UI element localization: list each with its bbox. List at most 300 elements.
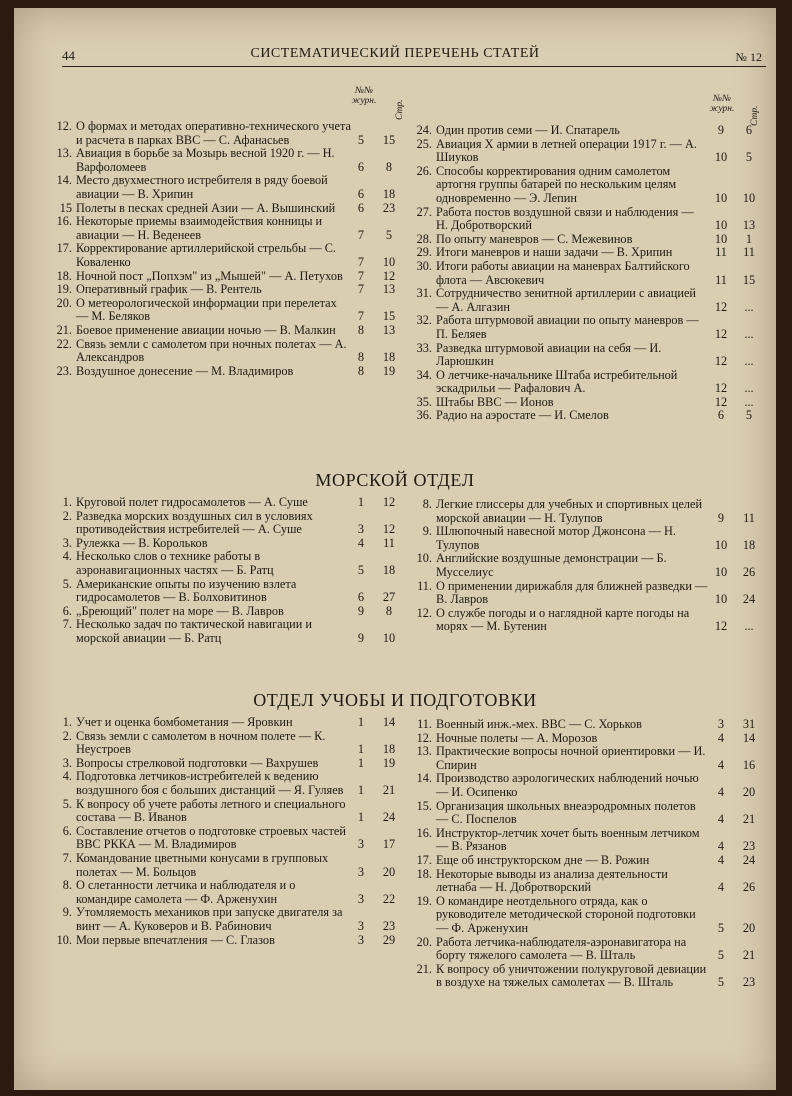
journal-issue-number: 4 <box>717 839 725 854</box>
article-number: 13. <box>56 146 72 161</box>
journal-issue-number: 6 <box>357 590 365 605</box>
article-number: 6. <box>62 823 72 838</box>
article-entry <box>50 934 402 948</box>
article-title: О командире неотдельного отряда, как о руководителе методической стороной подготовки — Ф. Арженухин <box>436 893 696 935</box>
journal-issue-number: 1 <box>357 810 365 825</box>
article-title: О летчике-начальнике Штаба истребительной эскадрильи — Рафалович А. <box>436 367 678 396</box>
page-ref: 10 <box>742 190 756 205</box>
article-entry <box>50 270 402 284</box>
article-number: 26. <box>416 163 432 178</box>
page-ref: 12 <box>382 495 396 509</box>
article-number: 8. <box>422 497 432 511</box>
page-ref: 29 <box>382 932 396 947</box>
section-title-naval: МОРСКОЙ ОТДЕЛ <box>315 470 475 490</box>
page-ref: 23 <box>382 918 396 933</box>
article-number: 10. <box>416 551 432 566</box>
article-title: Радио на аэростате — И. Смелов <box>436 408 609 423</box>
article-entry <box>410 206 762 233</box>
article-entry <box>410 138 762 165</box>
page-ref: ... <box>744 619 754 634</box>
page-ref: 1 <box>745 231 753 246</box>
article-number: 19. <box>56 282 72 297</box>
journal-issue-number: 10 <box>714 150 728 165</box>
journal-issue-number: 4 <box>717 730 725 745</box>
page-ref: 26 <box>742 564 756 579</box>
journal-issue-number: 7 <box>357 309 365 324</box>
page-ref: 23 <box>742 975 756 990</box>
article-title: Работа штурмовой авиации по опыту маневров — П. Беляев <box>436 313 699 341</box>
journal-issue-number: 5 <box>717 948 725 963</box>
journal-issue-number: 12 <box>714 394 728 409</box>
article-number: 14. <box>416 771 432 786</box>
journal-issue-number: 10 <box>714 564 728 579</box>
section-title-training: ОТДЕЛ УЧОБЫ И ПОДГОТОВКИ <box>253 690 537 710</box>
article-entry <box>410 287 762 314</box>
article-title: Боевое применение авиации ночью — В. Малкин <box>76 322 336 337</box>
article-number: 18. <box>416 866 432 881</box>
journal-page <box>14 8 776 1090</box>
article-entry <box>50 825 402 852</box>
article-number: 27. <box>416 204 432 219</box>
journal-issue-number: 7 <box>357 268 365 283</box>
article-number: 17. <box>416 852 432 867</box>
page-ref: ... <box>744 381 754 396</box>
page-ref: 12 <box>382 522 396 537</box>
page-ref: 26 <box>742 880 756 895</box>
section2-right-list <box>410 498 762 634</box>
page-ref: 14 <box>742 730 756 745</box>
article-number: 12. <box>56 119 72 133</box>
page-ref: 5 <box>745 408 753 423</box>
article-title: Работа постов воздушной связи и наблюдения — Н. Добротворский <box>436 204 694 233</box>
journal-issue-number: 3 <box>717 717 725 731</box>
article-title: Подготовка летчиков-истребителей к ведению воздушного боя с больших дистанций — Я. Гуляев <box>76 769 344 797</box>
page-ref: 11 <box>383 535 395 550</box>
journal-issue-number: 6 <box>357 200 365 215</box>
article-entry <box>50 242 402 269</box>
page-ref: 24 <box>382 810 396 825</box>
page-ref: 15 <box>382 132 396 147</box>
article-title: Связь земли с самолетом в ночном полете — К. Неустроев <box>76 728 326 757</box>
journal-issue-number: 3 <box>357 864 365 879</box>
page-ref: 23 <box>742 839 756 854</box>
article-entry <box>410 580 762 607</box>
article-entry <box>410 498 762 525</box>
page-ref: 21 <box>742 812 756 827</box>
journal-issue-number: 1 <box>357 495 365 509</box>
journal-issue-number: 3 <box>357 522 365 537</box>
article-number: 32. <box>416 313 432 328</box>
page-ref: 20 <box>382 864 396 879</box>
article-title: Круговой полет гидросамолетов — А. Суше <box>76 495 308 509</box>
page-column-header-right: Стр. <box>750 105 760 126</box>
article-entry <box>410 827 762 854</box>
article-number: 9. <box>62 905 72 920</box>
article-title: Полеты в песках средней Азии — А. Вышинский <box>76 200 336 215</box>
page-ref: 8 <box>385 603 393 618</box>
page-ref: 18 <box>382 742 396 757</box>
page-ref: 18 <box>382 186 396 201</box>
journal-issue-number: 5 <box>717 920 725 935</box>
article-number: 23. <box>56 363 72 378</box>
journal-issue-number: 9 <box>717 510 725 525</box>
article-title: Авиация X армии в летней операции 1917 г. — А. Шиуков <box>436 136 697 165</box>
page-ref: 14 <box>382 715 396 729</box>
journal-issue-number: 12 <box>714 326 728 341</box>
page-ref: 13 <box>382 322 396 337</box>
article-number: 25. <box>416 136 432 151</box>
article-entry <box>50 770 402 797</box>
article-number: 36. <box>416 408 432 423</box>
article-entry <box>410 233 762 247</box>
article-title: К вопросу об учете работы летного и специального состава — В. Иванов <box>76 796 346 825</box>
article-title: О слетанности летчика и наблюдателя и о командире самолета — Ф. Арженухин <box>76 878 296 906</box>
article-title: Ночные полеты — А. Морозов <box>436 730 598 745</box>
journal-issue-number: 6 <box>357 159 365 174</box>
article-title: Связь земли с самолетом при ночных полетах — А. Александров <box>76 336 347 365</box>
article-number: 19. <box>416 893 432 908</box>
page-ref: 11 <box>743 245 755 260</box>
page-ref: 18 <box>382 562 396 577</box>
article-number: 28. <box>416 231 432 246</box>
page-ref: 5 <box>385 227 393 242</box>
page-ref: 8 <box>385 159 393 174</box>
article-entry <box>410 963 762 990</box>
page-ref: 19 <box>382 363 396 378</box>
article-title: Авиация в борьбе за Мозырь весной 1920 г. — Н. Варфоломеев <box>76 146 335 174</box>
article-entry <box>50 716 402 730</box>
journal-issue-number: 4 <box>717 784 725 799</box>
journal-issue-number: 7 <box>357 282 365 297</box>
article-number: 13. <box>416 744 432 759</box>
article-entry <box>50 798 402 825</box>
section3-right-list <box>410 718 762 990</box>
journal-issue-number: 12 <box>714 619 728 634</box>
article-title: Легкие глиссеры для учебных и спортивных целей морской авиации — Н. Тулупов <box>436 497 703 525</box>
journal-issue-number: 11 <box>715 272 727 287</box>
article-number: 30. <box>416 258 432 273</box>
section1-right-list <box>410 124 762 423</box>
journal-issue-number: 4 <box>717 852 725 867</box>
journal-issue-number: 1 <box>357 742 365 757</box>
page-ref: 18 <box>742 537 756 552</box>
journal-issue-number: 1 <box>357 782 365 797</box>
article-number: 9. <box>422 524 432 539</box>
article-entry <box>50 510 402 537</box>
article-entry <box>410 745 762 772</box>
page-ref: 18 <box>382 350 396 365</box>
article-number: 24. <box>416 123 432 137</box>
article-number: 15 <box>59 200 72 215</box>
article-number: 15. <box>416 798 432 813</box>
journal-issue-number: 3 <box>357 932 365 947</box>
article-title: Организация школьных внеаэродромных полетов — С. Поспелов <box>436 798 696 827</box>
section1-left-list <box>50 120 402 378</box>
journal-issue-number: 12 <box>714 354 728 369</box>
article-number: 31. <box>416 286 432 301</box>
article-entry <box>410 165 762 206</box>
article-entry <box>50 879 402 906</box>
article-entry <box>50 605 402 619</box>
article-title: О службе погоды и о наглядной карте погоды на морях — М. Бутенин <box>436 605 690 634</box>
article-title: Способы корректирования одним самолетом артогня группы батарей по нескольким целям одновременно — Э. Лепин <box>436 163 677 205</box>
article-entry <box>410 396 762 410</box>
article-entry <box>410 525 762 552</box>
journal-column-header: №№ журн. <box>351 86 377 106</box>
article-entry <box>410 260 762 287</box>
page-ref: 12 <box>382 268 396 283</box>
journal-issue-number: 10 <box>714 218 728 233</box>
journal-issue-number: 6 <box>717 408 725 423</box>
page-ref: 22 <box>382 891 396 906</box>
article-title: Шлюпочный навесной мотор Джонсона — Н. Тулупов <box>436 524 676 552</box>
article-title: Мои первые впечатления — С. Глазов <box>76 932 275 947</box>
article-number: 3. <box>62 755 72 770</box>
article-title: Утомляемость механиков при запуске двигателя за винт — А. Куковеров и В. Рабинович <box>76 905 343 933</box>
article-entry <box>50 365 402 379</box>
article-number: 18. <box>56 268 72 283</box>
article-title: Сотрудничество зенитной артиллерии с авиацией — А. Алгазин <box>436 286 696 314</box>
journal-issue-number: 11 <box>715 245 727 260</box>
article-entry <box>50 147 402 174</box>
article-number: 1. <box>62 715 72 729</box>
article-number: 16. <box>56 214 72 229</box>
journal-issue-number: 9 <box>357 603 365 618</box>
journal-issue-number: 1 <box>357 755 365 770</box>
article-title: О применении дирижабля для ближней разведки — В. Лавров <box>436 578 708 607</box>
article-title: Военный инж.-мех. ВВС — С. Хорьков <box>436 717 642 731</box>
journal-issue-number: 4 <box>717 812 725 827</box>
page-ref: 16 <box>742 757 756 772</box>
journal-issue-number: 6 <box>357 186 365 201</box>
page-title: СИСТЕМАТИЧЕСКИЙ ПЕРЕЧЕНЬ СТАТЕЙ <box>250 46 540 61</box>
article-title: К вопросу об уничтожении полукруговой девиации в воздухе на тяжелых самолетах — В. Шталь <box>436 961 707 990</box>
article-entry <box>410 369 762 396</box>
page-ref: ... <box>744 299 754 314</box>
journal-issue-number: 3 <box>357 837 365 852</box>
journal-issue-number: 4 <box>717 880 725 895</box>
article-title: Командование цветными конусами в групповых полетах — М. Больцов <box>76 850 329 879</box>
article-entry <box>50 338 402 365</box>
article-number: 1. <box>62 495 72 509</box>
article-entry <box>410 868 762 895</box>
page-ref: ... <box>744 394 754 409</box>
article-title: Оперативный график — В. Рентель <box>76 282 262 297</box>
journal-issue-number: 7 <box>357 227 365 242</box>
article-title: Несколько задач по тактической навигации и морской авиации — Б. Ратц <box>76 617 312 645</box>
journal-issue-number: 10 <box>714 592 728 607</box>
article-entry <box>50 852 402 879</box>
journal-issue-number: 7 <box>357 254 365 269</box>
article-title: Воздушное донесение — М. Владимиров <box>76 363 294 378</box>
article-title: Учет и оценка бомбометания — Яровкин <box>76 715 293 729</box>
article-title: По опыту маневров — С. Межевинов <box>436 231 633 246</box>
article-number: 2. <box>62 728 72 743</box>
article-entry <box>50 757 402 771</box>
page-ref: 19 <box>382 755 396 770</box>
article-number: 10. <box>56 932 72 947</box>
journal-issue-number: 5 <box>357 562 365 577</box>
page-ref: 24 <box>742 592 756 607</box>
article-number: 4. <box>62 549 72 564</box>
article-number: 21. <box>56 322 72 337</box>
article-number: 21. <box>416 961 432 976</box>
article-title: „Бреющий" полет на море — В. Лавров <box>76 603 284 618</box>
article-entry <box>410 607 762 634</box>
article-number: 14. <box>56 173 72 188</box>
article-title: Ночной пост „Попхэм" из „Мышей" — А. Петухов <box>76 268 343 283</box>
journal-issue-number: 1 <box>357 715 365 729</box>
article-title: Английские воздушные демонстрации — Б. Мусселиус <box>436 551 667 579</box>
article-number: 3. <box>62 535 72 550</box>
journal-issue-number: 3 <box>357 891 365 906</box>
page-ref: 21 <box>382 782 396 797</box>
journal-issue-number: 12 <box>714 381 728 396</box>
journal-issue-number: 9 <box>357 630 365 645</box>
journal-issue-number: 9 <box>717 123 725 137</box>
page-number: 44 <box>62 48 75 63</box>
article-number: 16. <box>416 825 432 840</box>
journal-issue-number: 10 <box>714 231 728 246</box>
article-title: Вопросы стрелковой подготовки — Вахрушев <box>76 755 319 770</box>
journal-column-header-right: №№ журн. <box>709 94 735 114</box>
journal-issue-number: 8 <box>357 350 365 365</box>
article-number: 5. <box>62 576 72 591</box>
article-number: 11. <box>417 578 432 593</box>
article-entry <box>50 174 402 201</box>
article-title: Итоги работы авиации на маневрах Балтийского флота — Авсюкевич <box>436 258 690 287</box>
page-ref: 20 <box>742 784 756 799</box>
article-title: Еще об инструкторском дне — В. Рожин <box>436 852 650 867</box>
page-ref: 23 <box>382 200 396 215</box>
article-entry <box>50 283 402 297</box>
page-ref: 10 <box>382 630 396 645</box>
article-number: 11. <box>417 717 432 731</box>
page-ref: 17 <box>382 837 396 852</box>
article-number: 35. <box>416 394 432 409</box>
article-entry <box>50 537 402 551</box>
article-number: 2. <box>62 508 72 523</box>
article-entry <box>50 120 402 147</box>
page-ref: 13 <box>742 218 756 233</box>
article-title: Рулежка — В. Корольков <box>76 535 208 550</box>
journal-issue-number: 5 <box>717 975 725 990</box>
article-entry <box>410 246 762 260</box>
article-entry <box>410 718 762 732</box>
article-entry <box>410 552 762 579</box>
article-entry <box>50 578 402 605</box>
article-title: О формах и методах оперативно-технического учета и расчета в парках ВВС — С. Афанасьев <box>76 119 351 147</box>
article-entry <box>50 297 402 324</box>
journal-issue-number: 8 <box>357 322 365 337</box>
page-ref: 6 <box>745 123 753 137</box>
page-ref: 24 <box>742 852 756 867</box>
article-entry <box>410 800 762 827</box>
page-ref: ... <box>744 326 754 341</box>
article-number: 33. <box>416 340 432 355</box>
article-number: 4. <box>62 769 72 784</box>
article-number: 17. <box>56 241 72 256</box>
article-entry <box>410 124 762 138</box>
article-title: Некоторые выводы из анализа деятельности летнаба — Н. Добротворский <box>436 866 668 895</box>
article-number: 7. <box>62 617 72 632</box>
article-title: Несколько слов о технике работы в аэронавигационных частях — Б. Ратц <box>76 549 274 577</box>
article-title: Штабы ВВС — Ионов <box>436 394 554 409</box>
article-entry <box>50 618 402 645</box>
article-title: Инструктор-летчик хочет быть военным летчиком — В. Рязанов <box>436 825 700 854</box>
article-entry <box>410 895 762 936</box>
page-ref: 11 <box>743 510 755 525</box>
journal-issue-number: 3 <box>357 918 365 933</box>
article-number: 7. <box>62 850 72 865</box>
article-number: 8. <box>62 878 72 893</box>
journal-issue-number: 5 <box>357 132 365 147</box>
article-entry <box>50 906 402 933</box>
article-number: 22. <box>56 336 72 351</box>
page-ref: 21 <box>742 948 756 963</box>
header-rule <box>62 66 766 67</box>
article-title: О метеорологической информации при перелетах — М. Беляков <box>76 295 337 324</box>
article-title: Американские опыты по изучению взлета гидросамолетов — В. Болховитинов <box>76 576 297 605</box>
article-title: Разведка штурмовой авиации на себя — И. Ларюшкин <box>436 340 662 369</box>
article-title: Разведка морских воздушных сил в условиях противодействия истребителей — А. Суше <box>76 508 313 537</box>
section3-left-list <box>50 716 402 947</box>
article-number: 5. <box>62 796 72 811</box>
article-title: Работа летчика-наблюдателя-аэронавигатора на борту тяжелого самолета — В. Шталь <box>436 934 687 963</box>
article-title: Один против семи — И. Спатарель <box>436 123 620 137</box>
article-number: 34. <box>416 367 432 382</box>
article-title: Корректирование артиллерийской стрельбы — С. Коваленко <box>76 241 336 269</box>
journal-issue-number: 4 <box>357 535 365 550</box>
page-ref: 31 <box>742 717 756 731</box>
article-title: Практические вопросы ночной ориентировки — И. Спирин <box>436 744 706 772</box>
article-entry <box>50 550 402 577</box>
page-ref: 15 <box>382 309 396 324</box>
page-ref: 27 <box>382 590 396 605</box>
section2-left-list <box>50 496 402 646</box>
page-ref: 10 <box>382 254 396 269</box>
article-entry <box>410 409 762 423</box>
article-entry <box>50 496 402 510</box>
article-number: 12. <box>416 605 432 620</box>
article-entry <box>410 772 762 799</box>
article-title: Составление отчетов о подготовке строевых частей ВВС РККА — М. Владимиров <box>76 823 346 852</box>
article-entry <box>410 854 762 868</box>
page-ref: 5 <box>745 150 753 165</box>
article-entry <box>410 342 762 369</box>
article-number: 12. <box>416 730 432 745</box>
article-number: 20. <box>56 295 72 310</box>
journal-issue-number: 8 <box>357 363 365 378</box>
journal-issue-number: 12 <box>714 299 728 314</box>
article-title: Место двухместного истребителя в ряду боевой авиации — В. Хрипин <box>76 173 328 201</box>
article-entry <box>50 215 402 242</box>
journal-issue-number: 4 <box>717 757 725 772</box>
article-entry <box>410 936 762 963</box>
page-ref: 20 <box>742 920 756 935</box>
article-number: 20. <box>416 934 432 949</box>
article-title: Производство аэрологических наблюдений ночью — И. Осипенко <box>436 771 699 799</box>
article-entry <box>50 730 402 757</box>
journal-issue-number: 10 <box>714 190 728 205</box>
journal-issue-number: 10 <box>714 537 728 552</box>
page-ref: 13 <box>382 282 396 297</box>
article-entry <box>50 202 402 216</box>
article-number: 29. <box>416 245 432 260</box>
article-title: Итоги маневров и наши задачи — В. Хрипин <box>436 245 673 260</box>
article-entry <box>50 324 402 338</box>
page-column-header: Стр. <box>395 99 405 120</box>
